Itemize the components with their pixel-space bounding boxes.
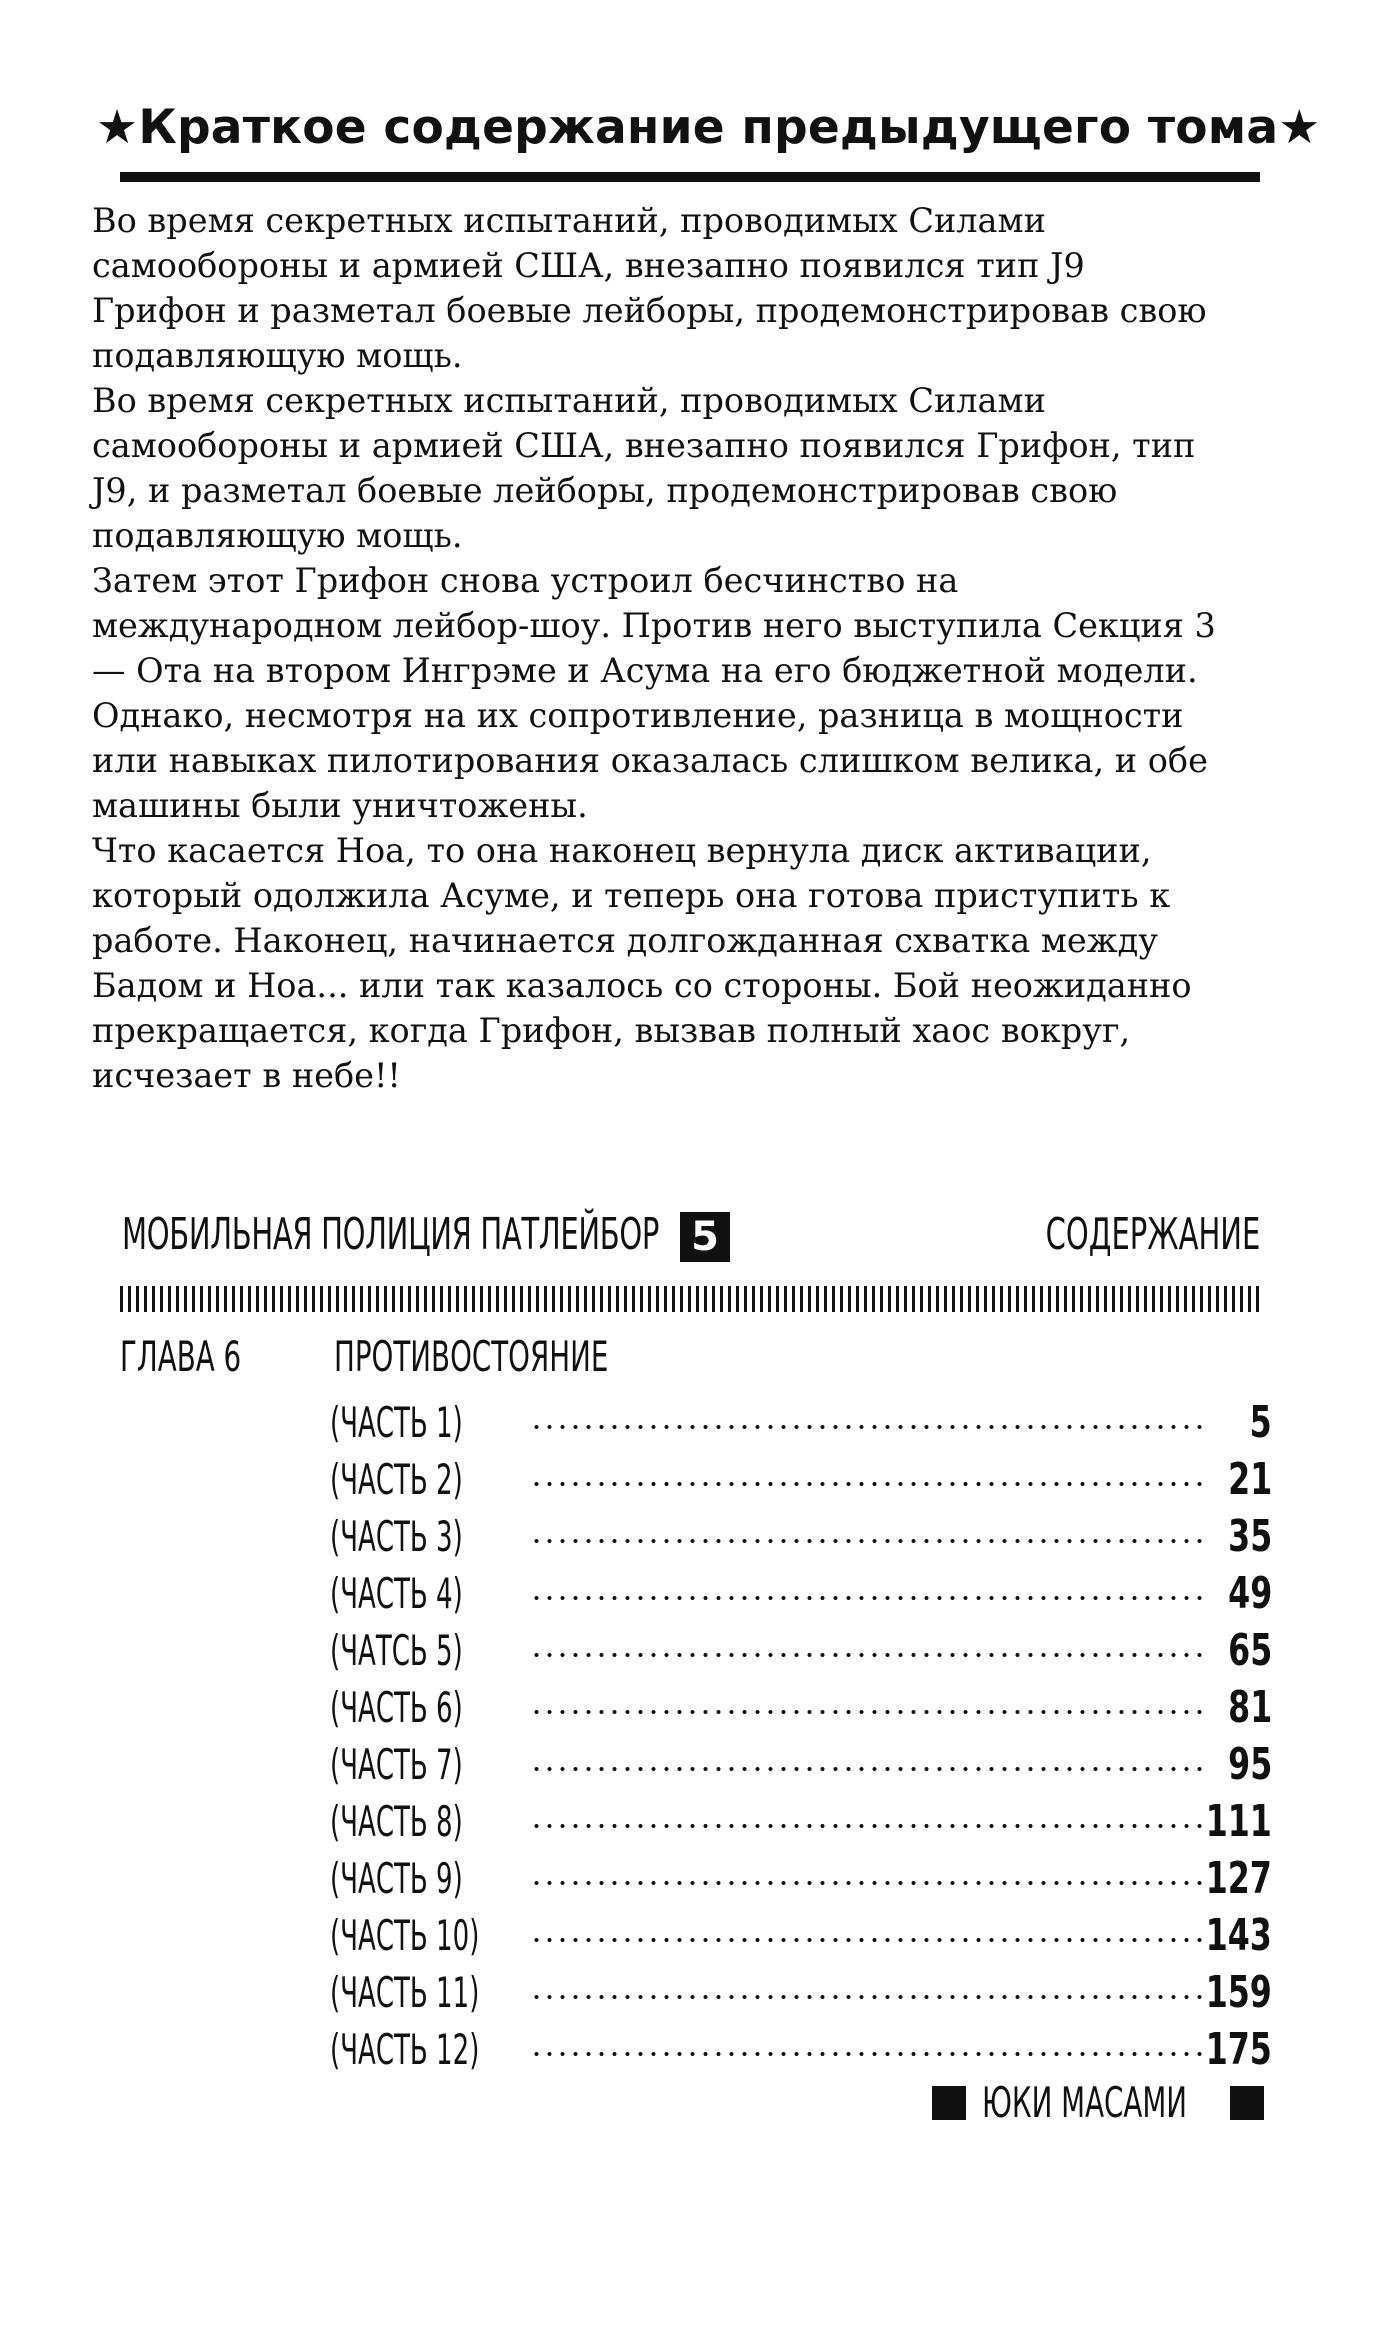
summary-line: самообороны и армией США, внезапно появился Грифон, тип xyxy=(92,426,1196,465)
summary-line: подавляющую мощь. xyxy=(92,516,463,555)
toc-part-label: (ЧАСТЬ 1) xyxy=(330,1398,463,1447)
toc-page-number: 49 xyxy=(1227,1568,1272,1619)
summary-line: Грифон и разметал боевые лейборы, продемонстрировав свою xyxy=(92,291,1207,330)
summary-line: работе. Наконец, начинается долгожданная схватка между xyxy=(92,921,1158,960)
toc-leader-dots xyxy=(530,1652,1202,1658)
toc-page-number: 175 xyxy=(1205,2024,1272,2075)
toc-part-label: (ЧАСТЬ 9) xyxy=(330,1854,463,1903)
toc-page-number: 111 xyxy=(1205,1796,1272,1847)
toc-leader-dots xyxy=(530,1481,1202,1487)
toc-leader-dots xyxy=(530,1709,1202,1715)
toc-row xyxy=(330,1622,1272,1679)
toc-leader-dots xyxy=(530,1823,1202,1829)
summary-line: подавляющую мощь. xyxy=(92,336,463,375)
summary-line: или навыках пилотирования оказалась слишком велика, и обе xyxy=(92,741,1208,780)
chapter-title xyxy=(334,1330,750,1384)
summary-line: исчезает в небе!! xyxy=(92,1056,401,1095)
author-credit xyxy=(932,2078,1264,2128)
contents-heading-text: СОДЕРЖАНИЕ xyxy=(1045,1209,1260,1260)
toc-row xyxy=(330,1907,1272,1964)
toc-page-number: 143 xyxy=(1205,1910,1272,1961)
toc-part-label: (ЧАСТЬ 7) xyxy=(330,1740,463,1789)
square-bullet-icon xyxy=(932,2086,966,2120)
toc-part-label: (ЧАСТЬ 10) xyxy=(330,1911,480,1960)
toc-part-label: (ЧАСТЬ 4) xyxy=(330,1569,463,1618)
summary-line: прекращается, когда Грифон, вызвав полный хаос вокруг, xyxy=(92,1011,1131,1050)
series-title-text: МОБИЛЬНАЯ ПОЛИЦИЯ ПАТЛЕЙБОР xyxy=(122,1209,660,1260)
chapter-title-text: ПРОТИВОСТОЯНИЕ xyxy=(334,1332,609,1381)
toc-row xyxy=(330,1736,1272,1793)
toc-page-number: 65 xyxy=(1227,1625,1272,1676)
summary-line: J9, и разметал боевые лейборы, продемонстрировав свою xyxy=(92,471,1118,510)
toc-page-number: 35 xyxy=(1227,1511,1272,1562)
contents-heading xyxy=(935,1206,1260,1264)
toc-row xyxy=(330,1850,1272,1907)
summary-line: Однако, несмотря на их сопротивление, разница в мощности xyxy=(92,696,1184,735)
summary-line: — Ота на втором Ингрэме и Асума на его бюджетной модели. xyxy=(92,651,1198,690)
toc-page-number: 127 xyxy=(1205,1853,1272,1904)
toc-part-label: (ЧАСТЬ 8) xyxy=(330,1797,463,1846)
toc-part-label: (ЧАТСЬ 5) xyxy=(330,1626,463,1675)
toc-page-number: 5 xyxy=(1249,1397,1272,1448)
toc-leader-dots xyxy=(530,1424,1202,1430)
author-name-text: ЮКИ МАСАМИ xyxy=(982,2078,1188,2127)
toc-page-number: 95 xyxy=(1227,1739,1272,1790)
toc-leader-dots xyxy=(530,1994,1202,2000)
decorative-stripe-divider xyxy=(120,1286,1264,1312)
chapter-label xyxy=(120,1330,304,1384)
summary-line: международном лейбор-шоу. Против него выступила Секция 3 xyxy=(92,606,1216,645)
toc-leader-dots xyxy=(530,1538,1202,1544)
toc-part-label: (ЧАСТЬ 11) xyxy=(330,1968,480,2017)
toc-row xyxy=(330,2021,1272,2078)
summary-line: самообороны и армией США, внезапно появился тип J9 xyxy=(92,246,1085,285)
author-name xyxy=(982,2078,1214,2128)
toc-page-number: 81 xyxy=(1227,1682,1272,1733)
toc-part-label: (ЧАСТЬ 12) xyxy=(330,2025,480,2074)
toc-row xyxy=(330,1451,1272,1508)
summary-title: ★Краткое содержание предыдущего тома★ xyxy=(96,100,1321,155)
series-title xyxy=(122,1206,936,1264)
square-bullet-icon xyxy=(1230,2086,1264,2120)
summary-line: Что касается Ноа, то она наконец вернула диск активации, xyxy=(92,831,1152,870)
toc-part-label: (ЧАСТЬ 3) xyxy=(330,1512,463,1561)
volume-badge: 5 xyxy=(680,1212,730,1262)
summary-divider xyxy=(120,172,1260,182)
toc-row xyxy=(330,1394,1272,1451)
toc-leader-dots xyxy=(530,1766,1202,1772)
toc-row xyxy=(330,1793,1272,1850)
toc-leader-dots xyxy=(530,2051,1202,2057)
toc-page-number: 159 xyxy=(1205,1967,1272,2018)
toc-row xyxy=(330,1508,1272,1565)
summary-line: Во время секретных испытаний, проводимых Силами xyxy=(92,381,1046,420)
toc-list xyxy=(330,1394,1272,2078)
chapter-label-text: ГЛАВА 6 xyxy=(120,1332,242,1381)
summary-line: Бадом и Ноа... или так казалось со стороны. Бой неожиданно xyxy=(92,966,1192,1005)
toc-part-label: (ЧАСТЬ 2) xyxy=(330,1455,463,1504)
toc-row xyxy=(330,1964,1272,2021)
toc-row xyxy=(330,1565,1272,1622)
toc-page-number: 21 xyxy=(1227,1454,1272,1505)
toc-part-label: (ЧАСТЬ 6) xyxy=(330,1683,463,1732)
toc-leader-dots xyxy=(530,1937,1202,1943)
toc-leader-dots xyxy=(530,1880,1202,1886)
summary-line: Затем этот Грифон снова устроил бесчинство на xyxy=(92,561,959,600)
summary-line: Во время секретных испытаний, проводимых Силами xyxy=(92,201,1046,240)
summary-line: машины были уничтожены. xyxy=(92,786,588,825)
toc-row xyxy=(330,1679,1272,1736)
summary-line: который одолжила Асуме, и теперь она готова приступить к xyxy=(92,876,1171,915)
summary-text xyxy=(92,198,1342,1098)
toc-leader-dots xyxy=(530,1595,1202,1601)
